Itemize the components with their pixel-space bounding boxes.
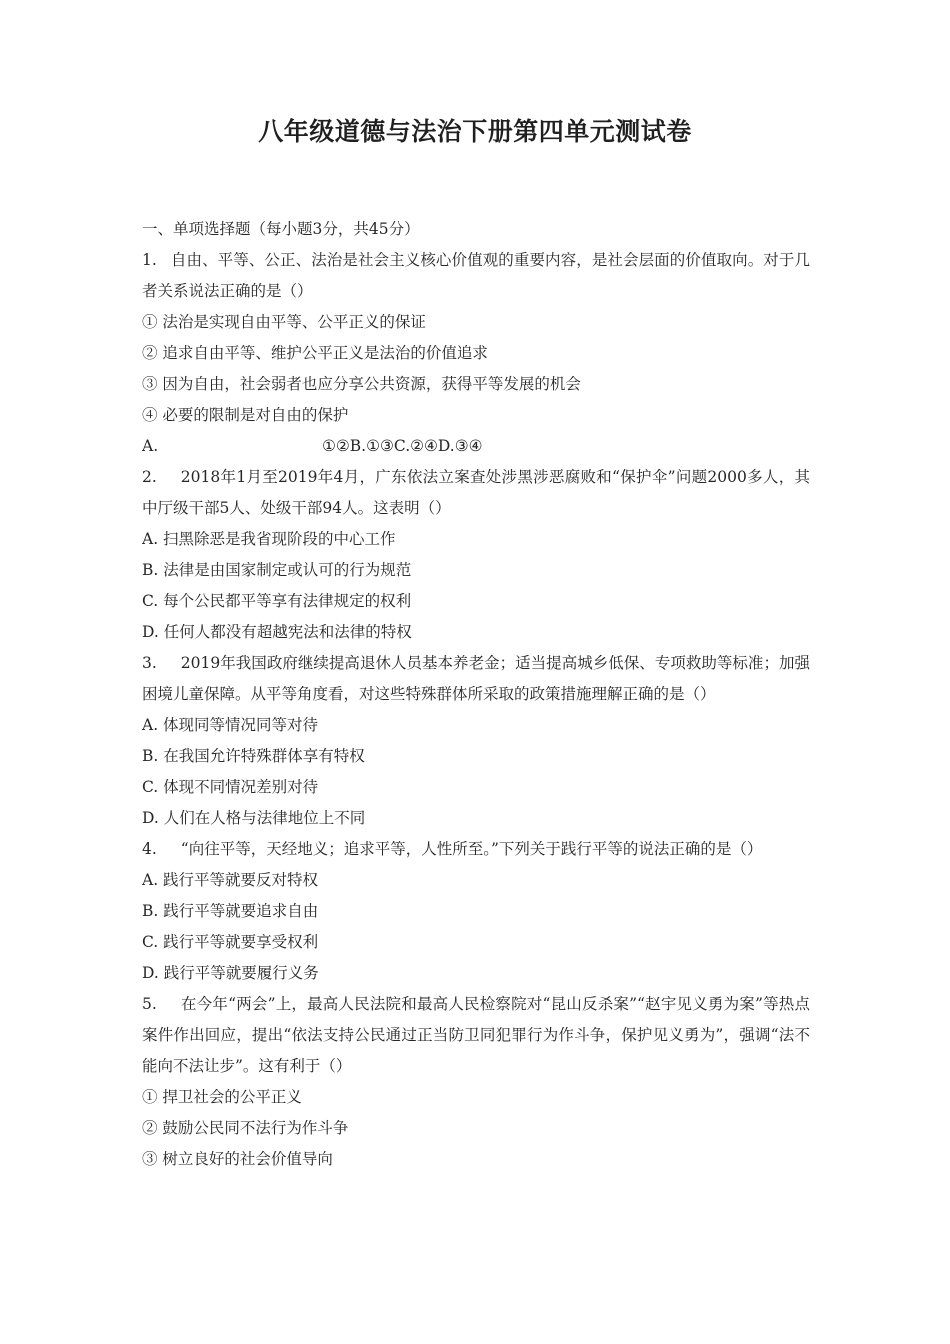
statement-item: ② 追求自由平等、维护公平正义是法治的价值追求: [142, 344, 488, 362]
statement-item: ② 鼓励公民同不法行为作斗争: [142, 1119, 349, 1137]
question-4: [142, 834, 810, 865]
option-item: C. 践行平等就要享受权利: [142, 933, 319, 951]
option-item: D. 人们在人格与法律地位上不同: [142, 809, 366, 827]
option-item: B. 在我国允许特殊群体享有特权: [142, 747, 365, 765]
option-item: A. 扫黑除恶是我省现阶段的中心工作: [142, 530, 396, 548]
question-number: 2.: [142, 468, 157, 486]
question-number: 5.: [142, 995, 157, 1013]
statement-item: ④ 必要的限制是对自由的保护: [142, 406, 349, 424]
option-item: B. 践行平等就要追求自由: [142, 902, 319, 920]
option-item: B. 法律是由国家制定或认可的行为规范: [142, 561, 412, 579]
question-stem: 2019年我国政府继续提高退休人员基本养老金；适当提高城乡低保、专项救助等标准；加强困境儿童保障。从平等角度看，对这些特殊群体所采取的政策措施理解正确的是（）: [142, 654, 810, 703]
question-stem: 在今年“两会”上，最高人民法院和最高人民检察院对“昆山反杀案”“赵宇见义勇为案”等热点案件作出回应，提出“依法支持公民通过正当防卫同犯罪行为作斗争，保护见义勇为”，强调“法不能向不法让步”。这有利于（）: [142, 995, 810, 1075]
statement-item: ③ 树立良好的社会价值导向: [142, 1150, 333, 1168]
statement-item: ③ 因为自由，社会弱者也应分享公共资源，获得平等发展的机会: [142, 375, 581, 393]
statement-item: ① 法治是实现自由平等、公平正义的保证: [142, 313, 426, 331]
option-item: A. 践行平等就要反对特权: [142, 871, 319, 889]
option-item: D. 任何人都没有超越宪法和法律的特权: [142, 623, 412, 641]
choice-row: [142, 431, 810, 462]
question-1: [142, 245, 810, 307]
option-item: D. 践行平等就要履行义务: [142, 964, 319, 982]
option-item: C. 每个公民都平等享有法律规定的权利: [142, 592, 412, 610]
question-2: [142, 462, 810, 524]
section-heading: 一、单项选择题（每小题3分，共45分）: [142, 220, 420, 238]
question-number: 1.: [142, 251, 157, 269]
page-title: 八年级道德与法治下册第四单元测试卷: [258, 117, 692, 146]
question-3: [142, 648, 810, 710]
question-stem: 2018年1月至2019年4月，广东依法立案查处涉黑涉恶腐败和“保护伞”问题2000多人，其中厅级干部5人、处级干部94人。这表明（）: [142, 468, 810, 517]
option-item: C. 体现不同情况差别对待: [142, 778, 319, 796]
exam-content: [142, 214, 810, 1175]
statement-item: ① 捍卫社会的公平正义: [142, 1088, 302, 1106]
question-number: 4.: [142, 840, 157, 858]
question-5: [142, 989, 810, 1082]
choice-label: A.: [142, 437, 159, 455]
question-stem: 自由、平等、公正、法治是社会主义核心价值观的重要内容，是社会层面的价值取向。对于几者关系说法正确的是（）: [142, 251, 810, 300]
question-stem: “向往平等，天经地义；追求平等，人性所至。”下列关于践行平等的说法正确的是（）: [180, 840, 763, 858]
option-item: A. 体现同等情况同等对待: [142, 716, 319, 734]
choice-text: ①②B.①③C.②④D.③④: [322, 437, 483, 455]
question-number: 3.: [142, 654, 157, 672]
